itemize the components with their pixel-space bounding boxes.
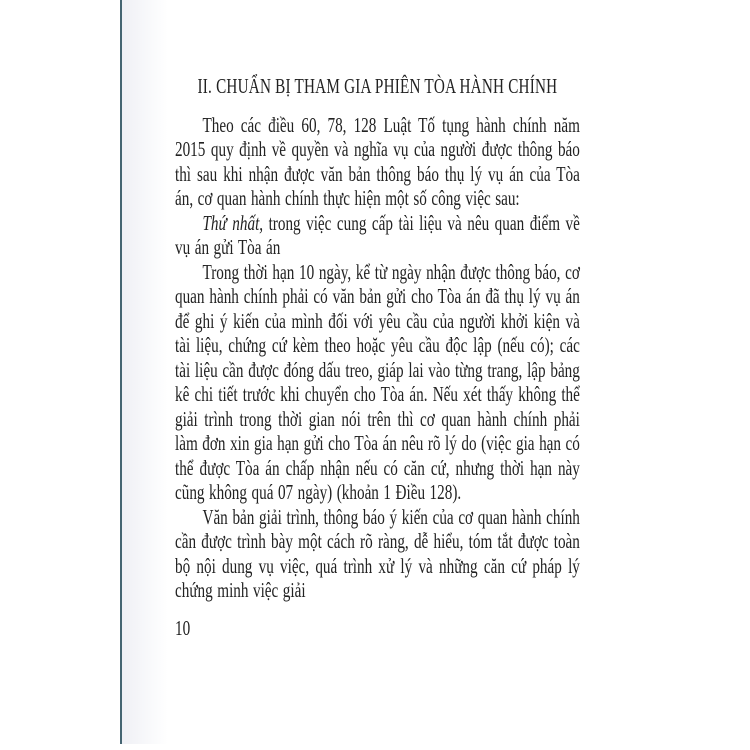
- page-number: 10: [175, 615, 191, 640]
- paragraph: [175, 113, 580, 211]
- text-run: Văn bản giải trình, thông báo ý kiến của cơ quan hành chính cần được trình bày một cách rõ ràng, dễ hiểu, tóm tắt được toàn bộ nội dung vụ việc, quá trình xử lý và những căn cứ pháp lý chứng minh việc giải: [175, 504, 580, 602]
- italic-run: Thứ nhất,: [202, 210, 264, 235]
- text-run: Trong thời hạn 10 ngày, kể từ ngày nhận được thông báo, cơ quan hành chính phải có văn bản gửi cho Tòa án đã thụ lý vụ án để ghi ý kiến của mình đối với yêu cầu của người khởi kiện và tài liệu, chứng cứ kèm theo hoặc yêu cầu độc lập (nếu có); các tài liệu cần được đóng dấu treo, giáp lai vào từng trang, lập bảng kê chi tiết trước khi chuyển cho Tòa án. Nếu xét thấy không thể giải trình trong thời gian nói trên thì cơ quan hành chính phải làm đơn xin gia hạn gửi cho Tòa án nêu rõ lý do (việc gia hạn có thể được Tòa án chấp nhận nếu có căn cứ, nhưng thời hạn này cũng không quá 07 ngày) (khoản 1 Điều 128).: [175, 259, 580, 504]
- paragraph: [175, 505, 580, 603]
- paragraph: [175, 211, 580, 260]
- section-title: II. CHUẨN BỊ THAM GIA PHIÊN TÒA HÀNH CHÍNH: [197, 74, 558, 98]
- text-run: trong việc cung cấp tài liệu và nêu quan điểm về vụ án gửi Tòa án: [175, 210, 580, 259]
- body-paragraphs: [175, 113, 580, 603]
- page-gutter-shade: [122, 0, 172, 744]
- paragraph: [175, 260, 580, 505]
- text-run: Theo các điều 60, 78, 128 Luật Tố tụng hành chính năm 2015 quy định về quyền và nghĩa vụ của người được thông báo thì sau khi nhận được văn bản thông báo thụ lý vụ án của Tòa án, cơ quan hành chính thực hiện một số công việc sau:: [175, 112, 580, 210]
- text-block: [175, 74, 580, 640]
